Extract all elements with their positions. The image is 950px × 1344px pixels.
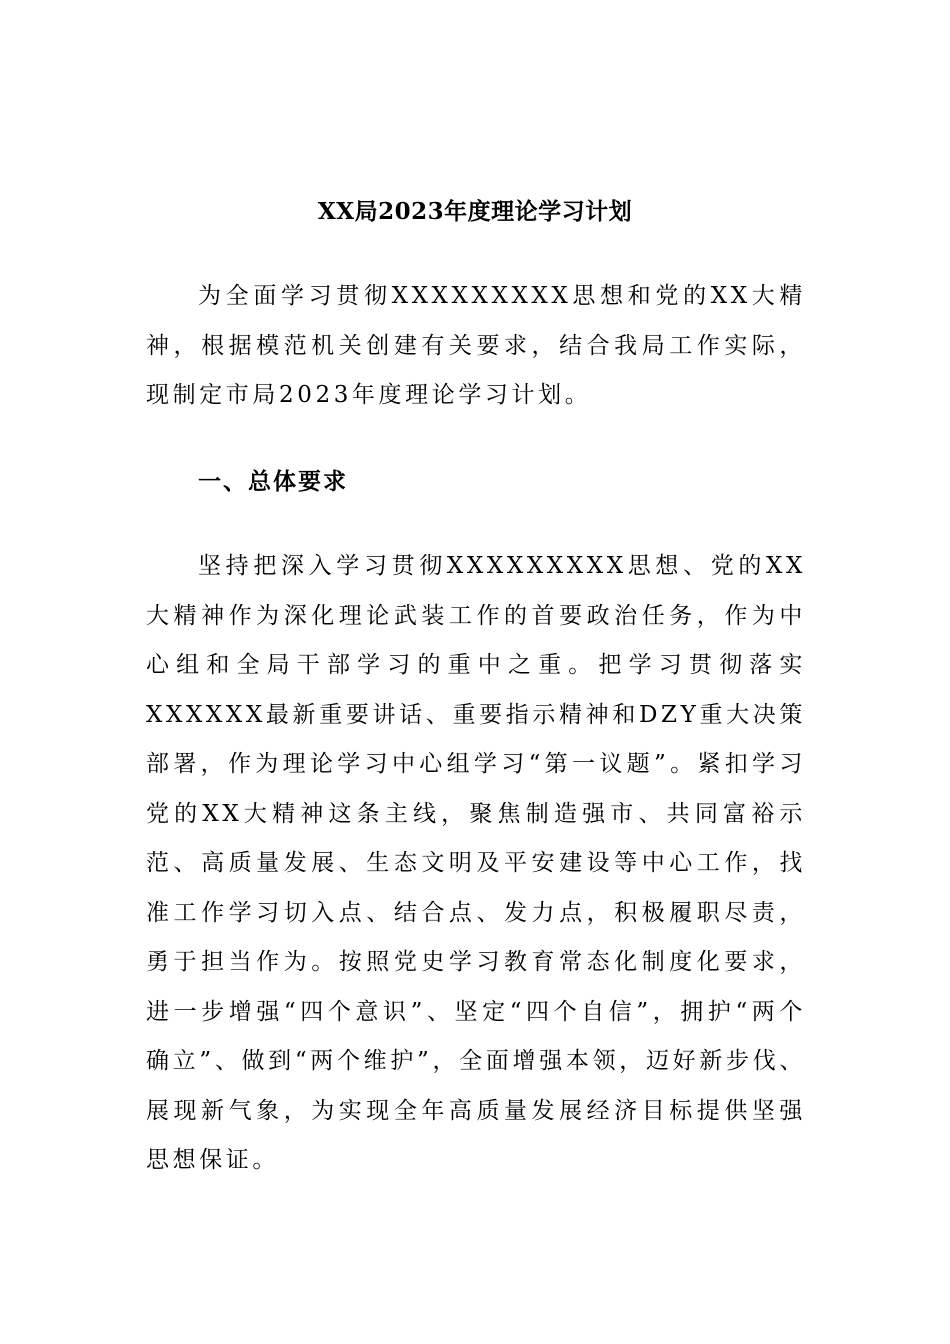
section-body-general-requirements: 坚持把深入学习贯彻XXXXXXXXX思想、党的XX大精神作为深化理论武装工作的首要政治任务，作为中心组和全局干部学习的重中之重。把学习贯彻落实XXXXXX最新重要讲话、重要指示精神和DZY重大决策部署，作为理论学习中心组学习“第一议题”。紧扣学习党的XX大精神这条主线，聚焦制造强市、共同富裕示范、高质量发展、生态文明及平安建设等中心工作，找准工作学习切入点、结合点、发力点，积极履职尽责，勇于担当作为。按照党史学习教育常态化制度化要求，进一步增强“四个意识”、坚定“四个自信”，拥护“两个确立”、做到“两个维护”，全面增强本领，迈好新步伐、展现新气象，为实现全年高质量发展经济目标提供坚强思想保证。	[146, 553, 806, 1173]
section-heading-general-requirements: 一、总体要求	[198, 468, 348, 495]
document-title: XX局2023年度理论学习计划	[317, 198, 633, 225]
intro-paragraph: 为全面学习贯彻XXXXXXXXX思想和党的XX大精神，根据模范机关创建有关要求，结合我局工作实际，现制定市局2023年度理论学习计划。	[146, 283, 806, 408]
